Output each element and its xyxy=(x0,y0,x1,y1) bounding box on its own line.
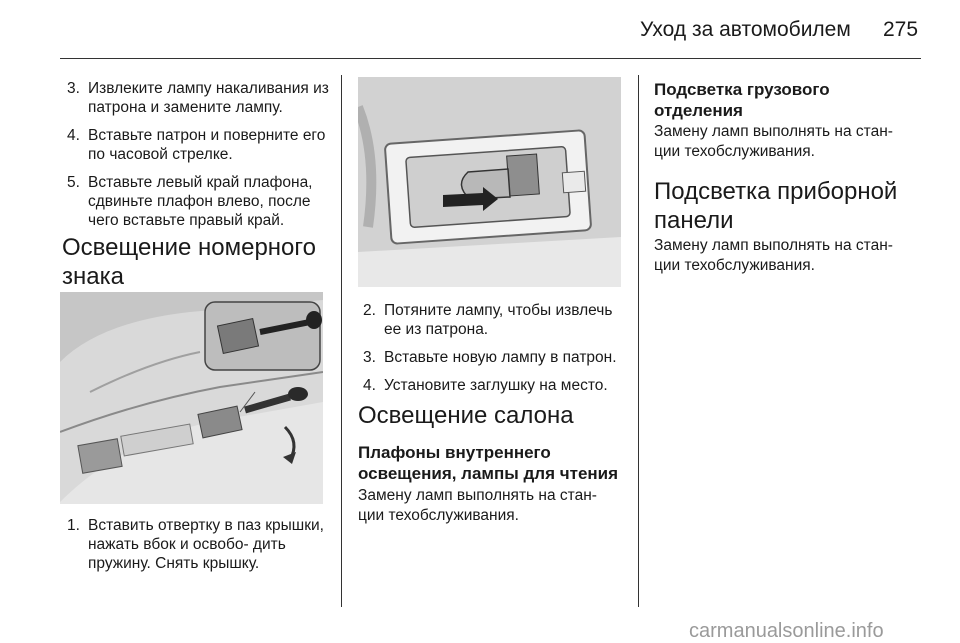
section-heading-license-plate: Освещение номерного знака xyxy=(62,234,316,290)
watermark-text: carmanualsonline.info xyxy=(689,620,884,642)
list-item xyxy=(62,79,332,117)
step-number: 5. xyxy=(67,174,80,191)
list-item xyxy=(62,126,332,164)
step-number: 4. xyxy=(363,377,376,394)
list-item xyxy=(62,516,330,573)
list-item xyxy=(358,301,628,339)
list-item xyxy=(62,173,332,230)
list-item xyxy=(358,348,628,367)
instrument-panel-text: Замену ламп выполнять на стан- ции техобслуживания. xyxy=(654,237,893,274)
section-heading-interior: Освещение салона xyxy=(358,402,574,429)
step-number: 4. xyxy=(67,127,80,144)
step-number: 1. xyxy=(67,517,80,534)
section-heading-instrument-panel: Подсветка приборной панели xyxy=(654,178,898,234)
step-text: Вставьте новую лампу в патрон. xyxy=(384,349,617,366)
step-text: Вставьте патрон и поверните его по часовой стрелке. xyxy=(88,127,326,163)
list-item xyxy=(358,376,628,395)
step-text: Вставьте левый край плафона, сдвиньте плафон влево, после чего вставьте правый край. xyxy=(88,174,313,229)
subheading-cargo-lighting: Подсветка грузового отделения xyxy=(654,80,830,120)
cargo-lighting-text: Замену ламп выполнять на стан- ции техобслуживания. xyxy=(654,123,893,160)
steps-list-b xyxy=(62,516,330,582)
column-divider-2 xyxy=(638,75,639,607)
interior-lamps-text: Замену ламп выполнять на стан- ции техобслуживания. xyxy=(358,487,597,524)
running-header-title: Уход за автомобилем xyxy=(640,18,851,41)
step-text: Вставить отвертку в паз крышки, нажать вбок и освобо- дить пружину. Снять крышку. xyxy=(88,517,324,572)
steps-list-a xyxy=(62,79,332,239)
license-plate-lamp-figure xyxy=(60,292,323,504)
step-number: 2. xyxy=(363,302,376,319)
column-divider-1 xyxy=(341,75,342,607)
step-number: 3. xyxy=(67,80,80,97)
step-text: Установите заглушку на место. xyxy=(384,377,608,394)
step-text: Потяните лампу, чтобы извлечь ее из патрона. xyxy=(384,302,613,338)
step-number: 3. xyxy=(363,349,376,366)
page-number: 275 xyxy=(883,18,919,41)
step-text: Извлеките лампу накаливания из патрона и замените лампу. xyxy=(88,80,329,116)
subheading-interior-lamps: Плафоны внутреннего освещения, лампы для чтения xyxy=(358,443,619,483)
header-rule xyxy=(60,58,921,59)
steps-list-c xyxy=(358,301,628,404)
bulb-removal-figure xyxy=(358,77,621,287)
